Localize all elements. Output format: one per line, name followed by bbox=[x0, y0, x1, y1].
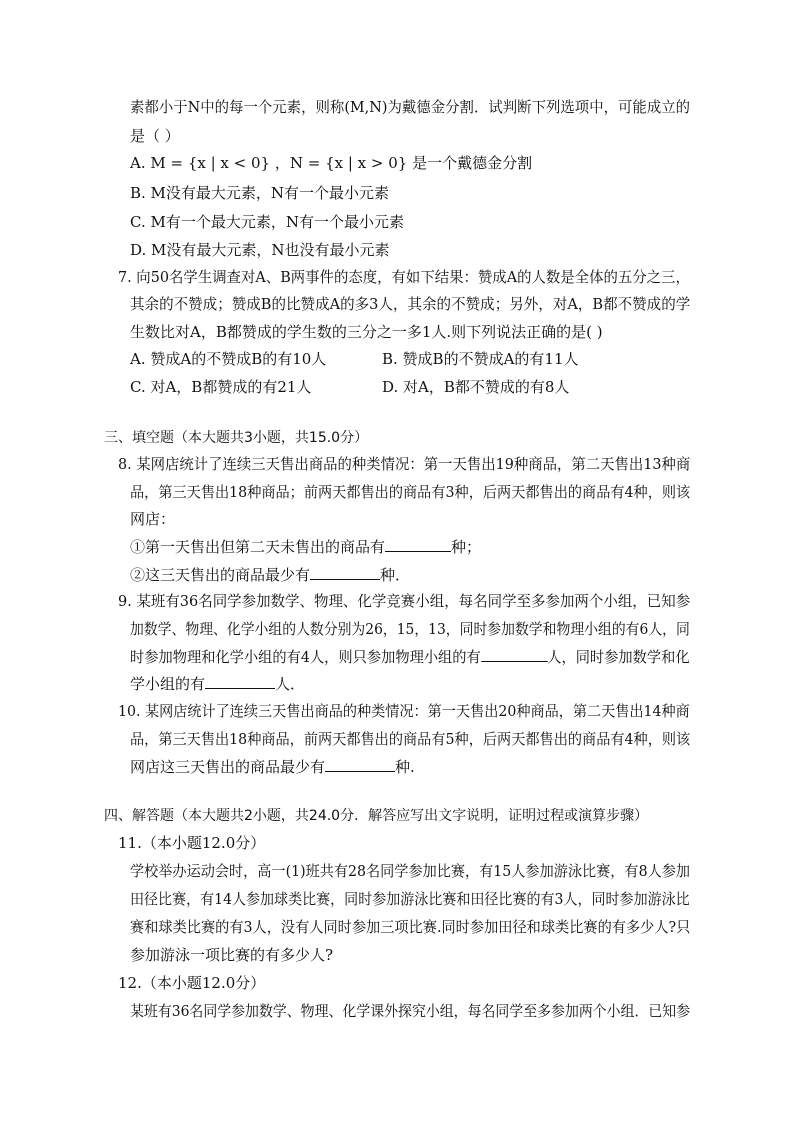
q8-part-1-unit: 种； bbox=[451, 538, 482, 556]
q10-stem-line-3 bbox=[130, 756, 415, 777]
q8-part-2-text: ②这三天售出的商品最少有 bbox=[130, 566, 311, 584]
q8-part-2-unit: 种． bbox=[380, 566, 411, 584]
q7-option-b: B. 赞成B的不赞成A的有11人 bbox=[382, 350, 579, 368]
q9-stem-line-2: 加数学、物理、化学小组的人数分别为26，15，13，同时参加数学和物理小组的有6人，同 bbox=[130, 620, 690, 638]
q12-header: 12.（本小题12.0分） bbox=[118, 974, 266, 992]
section-4-heading: 四、解答题（本大题共2小题，共24.0分．解答应写出文字说明，证明过程或演算步骤） bbox=[104, 808, 649, 824]
q8-part-1-text: ①第一天售出但第二天未售出的商品有 bbox=[130, 538, 386, 556]
q6-option-c: C. M有一个最大元素，N有一个最小元素 bbox=[130, 213, 404, 231]
q8-stem-line-2: 品，第三天售出18种商品；前两天都售出的商品有3种，后两天都售出的商品有4种，则该 bbox=[130, 483, 691, 501]
q6-option-b: B. M没有最大元素，N有一个最小元素 bbox=[130, 184, 390, 202]
q7-option-d: D. 对A，B都不赞成的有8人 bbox=[382, 378, 570, 396]
q9-stem-line-3 bbox=[130, 646, 690, 667]
q7-option-c: C. 对A，B都赞成的有21人 bbox=[130, 378, 312, 396]
section-3-heading: 三、填空题（本大题共3小题，共15.0分） bbox=[104, 430, 369, 446]
q9-line-4-tail: 人． bbox=[275, 675, 306, 693]
q8-part-2 bbox=[130, 564, 410, 585]
q8-stem-line-1: 8. 某网店统计了连续三天售出商品的种类情况：第一天售出19种商品，第二天售出13种商 bbox=[118, 455, 691, 473]
q6-option-d: D. M没有最大元素，N也没有最小元素 bbox=[130, 241, 390, 259]
q7-stem-line-1: 7. 向50名学生调查对A、B两事件的态度，有如下结果：赞成A的人数是全体的五分之三， bbox=[118, 268, 690, 286]
q8-part-1 bbox=[130, 536, 481, 557]
q7-option-a: A. 赞成A的不赞成B的有10人 bbox=[130, 350, 327, 368]
q10-stem-line-1: 10. 某网店统计了连续三天售出商品的种类情况：第一天售出20种商品，第二天售出14种商 bbox=[118, 702, 690, 720]
q6-option-a: A. M = {x | x < 0} ，N = {x | x > 0} 是一个戴德金分割 bbox=[130, 154, 533, 172]
q9-stem-line-4 bbox=[130, 673, 305, 694]
answer-blank[interactable] bbox=[385, 536, 451, 552]
q12-stem-line-1: 某班有36名同学参加数学、物理、化学课外探究小组，每名同学至多参加两个小组．已知参 bbox=[130, 1002, 691, 1020]
q7-stem-line-2: 其余的不赞成；赞成B的比赞成A的多3人，其余的不赞成；另外，对A，B都不赞成的学 bbox=[130, 295, 691, 313]
q9-line-3-text: 时参加物理和化学小组的有4人，则只参加物理小组的有 bbox=[130, 648, 481, 666]
q9-stem-line-1: 9. 某班有36名同学参加数学、物理、化学竞赛小组，每名同学至多参加两个小组，已知参 bbox=[118, 592, 691, 610]
answer-blank[interactable] bbox=[325, 756, 395, 772]
q11-header: 11.（本小题12.0分） bbox=[118, 834, 266, 852]
q11-stem-line-1: 学校举办运动会时，高一(1)班共有28名同学参加比赛，有15人参加游泳比赛，有8人参加 bbox=[130, 862, 690, 880]
answer-blank[interactable] bbox=[481, 646, 547, 662]
q11-stem-line-3: 赛和球类比赛的有3人，没有人同时参加三项比赛.同时参加田径和球类比赛的有多少人?只 bbox=[130, 918, 691, 936]
q11-stem-line-4: 参加游泳一项比赛的有多少人? bbox=[130, 946, 334, 964]
answer-blank[interactable] bbox=[205, 673, 275, 689]
q7-stem-line-3: 生数比对A，B都赞成的学生数的三分之一多1人.则下列说法正确的是( ) bbox=[130, 323, 603, 341]
q6-stem-line-1: 素都小于N中的每一个元素，则称(M,N)为戴德金分割．试判断下列选项中，可能成立的 bbox=[130, 98, 691, 116]
q6-stem-line-2: 是（ ） bbox=[130, 127, 180, 145]
q8-stem-line-3: 网店： bbox=[130, 510, 176, 528]
q9-line-4-text: 学小组的有 bbox=[130, 675, 206, 693]
q10-line-3-text: 网店这三天售出的商品最少有 bbox=[130, 758, 326, 776]
q9-line-3-tail: 人，同时参加数学和化 bbox=[547, 648, 690, 666]
q10-line-3-tail: 种. bbox=[395, 758, 415, 776]
q10-stem-line-2: 品，第三天售出18种商品，前两天都售出的商品有5种，后两天都售出的商品有4种，则该 bbox=[130, 730, 691, 748]
answer-blank[interactable] bbox=[310, 564, 380, 580]
q11-stem-line-2: 田径比赛，有14人参加球类比赛，同时参加游泳比赛和田径比赛的有3人，同时参加游泳比 bbox=[130, 890, 690, 908]
